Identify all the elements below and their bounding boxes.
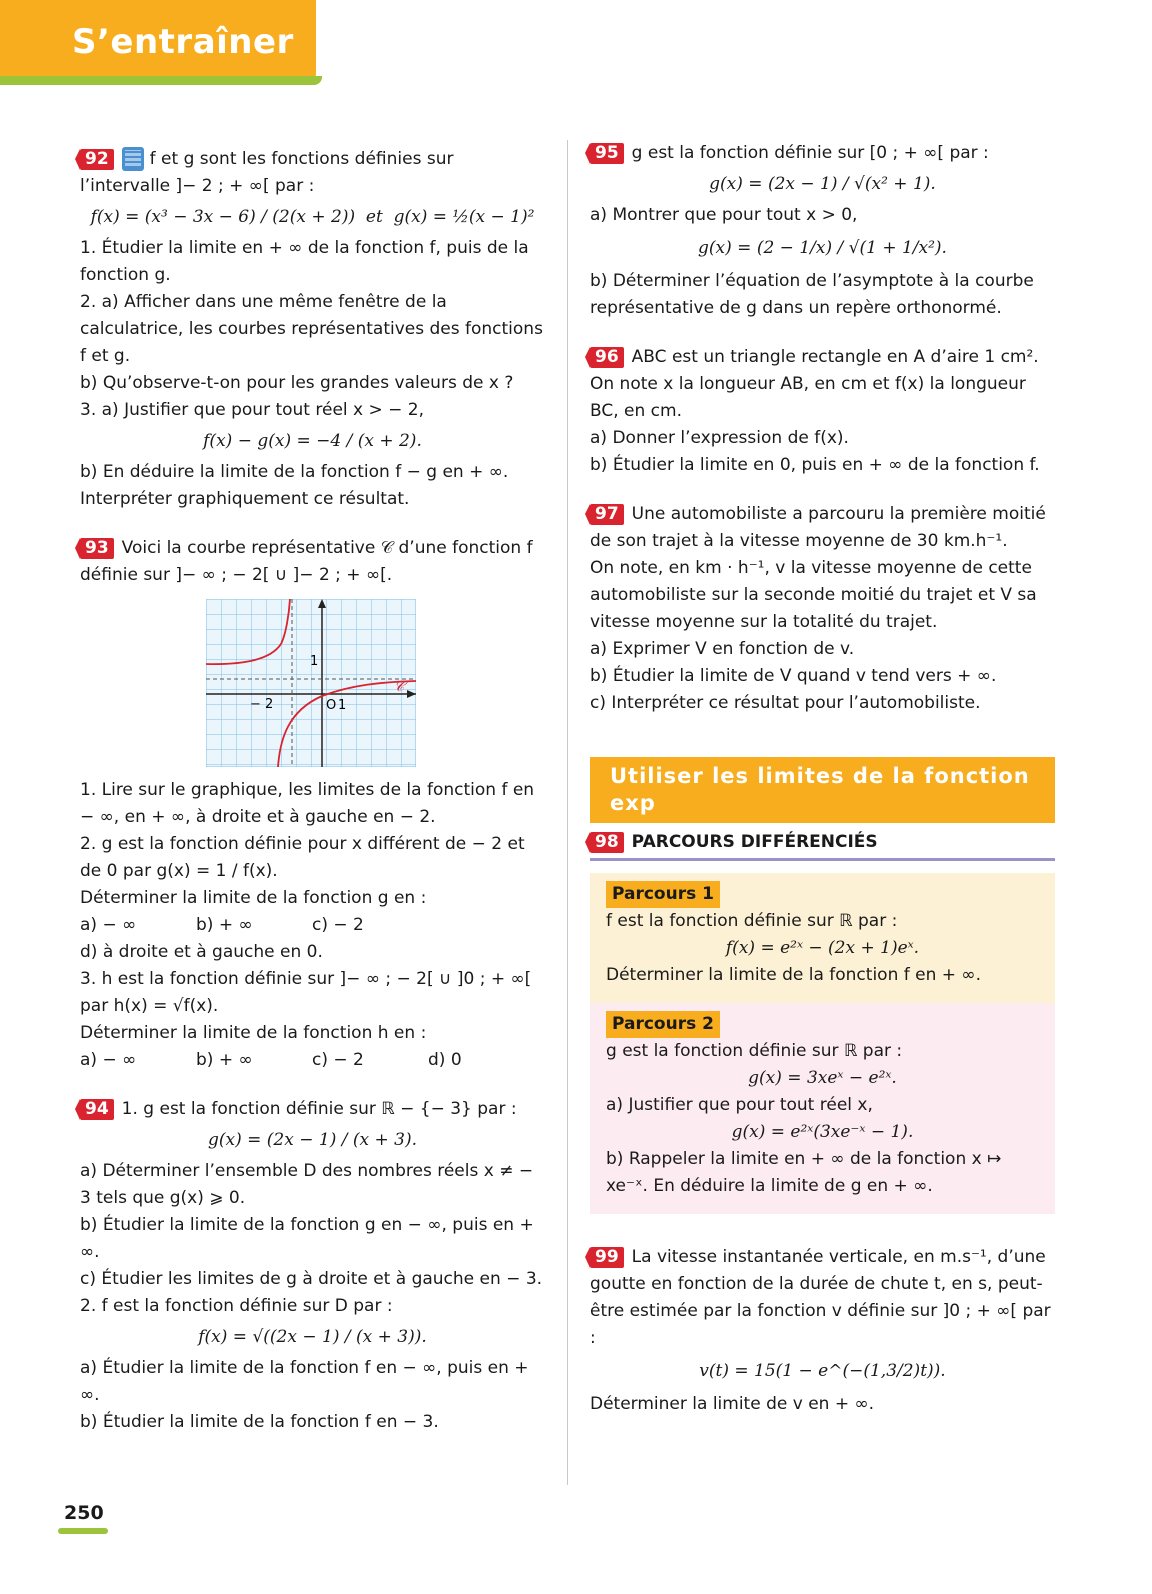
label-minus-two: − 2 bbox=[250, 697, 274, 712]
header-accent-strip bbox=[0, 76, 322, 85]
function-graph bbox=[206, 599, 416, 767]
section-heading: Utiliser les limites de la fonction exp bbox=[590, 757, 1055, 823]
exercise-intro: g est la fonction définie sur [0 ; + ∞[ par : bbox=[631, 143, 989, 163]
parcours-2-intro: g est la fonction définie sur ℝ par : bbox=[606, 1041, 903, 1061]
exercise-number: 96 bbox=[590, 347, 624, 368]
exercise-number: 97 bbox=[590, 504, 624, 525]
question-1: 1. Étudier la limite en + ∞ de la fonction f, puis de la fonction g. bbox=[80, 238, 529, 285]
question-c: c) Interpréter ce résultat pour l’automobiliste. bbox=[590, 693, 981, 713]
exercise-intro: f et g sont les fonctions définies sur l’intervalle ]− 2 ; + ∞[ par : bbox=[80, 149, 454, 196]
question-2-options bbox=[80, 912, 545, 939]
exercise-98 bbox=[590, 829, 1055, 1214]
question-1c: c) Étudier les limites de g à droite et à gauche en − 3. bbox=[80, 1269, 543, 1289]
left-column bbox=[80, 140, 545, 1450]
equation-3a: f(x) − g(x) = −4 / (x + 2). bbox=[203, 431, 422, 451]
page-title: S’entraîner bbox=[72, 22, 294, 62]
exercise-92: 92 f et g sont les fonctions définies sur l’intervalle ]− 2 ; + ∞[ par : f(x) = (x³ − 3x − 6) / (2(x + 2)) et g(x) = ½(x − 1)² 1. Étudier la limite en + ∞ de la fonction f, puis de la fonction g. 2. a) Afficher dans une même fenêtre de la calculatrice, les courbes représentatives des fonctions f et g. b) Qu’observe-t-on pour les grandes valeurs de x ? 3. a) Justifier que pour tout réel x > − 2, f(x) − g(x) = −4 / (x + 2). b) En déduire la limite de la fonction f − g en + ∞. Interpréter graphiquement ce résultat. bbox=[80, 146, 545, 513]
exercise-number: 99 bbox=[590, 1247, 624, 1268]
exercise-intro: La vitesse instantanée verticale, en m.s⁻¹, d’une goutte en fonction de la durée de chute t, en s, peut-être estimée par la fonction v définie sur ]0 ; + ∞[ par : bbox=[590, 1247, 1051, 1348]
label-curve: 𝒞 bbox=[394, 679, 405, 695]
question-1b: b) Étudier la limite de la fonction g en − ∞, puis en + ∞. bbox=[80, 1215, 534, 1262]
exercise-intro: ABC est un triangle rectangle en A d’aire 1 cm². On note x la longueur AB, en cm et f(x) la longueur BC, en cm. bbox=[590, 347, 1039, 421]
question-b: b) Étudier la limite en 0, puis en + ∞ de la fonction f. bbox=[590, 455, 1040, 475]
parcours-title: PARCOURS DIFFÉRENCIÉS bbox=[631, 832, 878, 852]
label-one-y: 1 bbox=[310, 654, 319, 669]
exercise-number: 98 bbox=[590, 832, 624, 853]
parcours-2-tag: Parcours 2 bbox=[606, 1011, 720, 1038]
question-2: 2. f est la fonction définie sur D par : bbox=[80, 1296, 393, 1316]
question-3-task: Déterminer la limite de la fonction h en : bbox=[80, 1023, 427, 1043]
exercise-number: 95 bbox=[590, 143, 624, 164]
parcours-1-tag: Parcours 1 bbox=[606, 881, 720, 908]
page-number: 250 bbox=[64, 1502, 104, 1524]
question-a: a) Donner l’expression de f(x). bbox=[590, 428, 849, 448]
page-number-underline bbox=[58, 1528, 108, 1534]
column-divider bbox=[567, 140, 568, 1485]
question-2: 2. g est la fonction définie pour x différent de − 2 et de 0 par g(x) = 1 / f(x). bbox=[80, 834, 525, 881]
question-a: a) Exprimer V en fonction de v. bbox=[590, 639, 855, 659]
question-1: 1. g est la fonction définie sur ℝ − {− 3} par : bbox=[121, 1099, 517, 1119]
g-definition: g(x) = (2x − 1) / √(x² + 1). bbox=[709, 174, 936, 194]
exercise-intro: Voici la courbe représentative 𝒞 d’une fonction f définie sur ]− ∞ ; − 2[ ∪ ]− 2 ; + ∞[. bbox=[80, 538, 533, 585]
question-b: b) Déterminer l’équation de l’asymptote à la courbe représentative de g dans un repère orthonormé. bbox=[590, 271, 1034, 318]
exercise-94 bbox=[80, 1096, 545, 1436]
question-1a: a) Déterminer l’ensemble D des nombres réels x ≠ − 3 tels que g(x) ⩾ 0. bbox=[80, 1161, 534, 1208]
parcours-2-question-a: a) Justifier que pour tout réel x, bbox=[606, 1095, 873, 1115]
equation-a: g(x) = (2 − 1/x) / √(1 + 1/x²). bbox=[698, 238, 947, 258]
question-1: 1. Lire sur le graphique, les limites de la fonction f en − ∞, en + ∞, à droite et à gauche en − 2. bbox=[80, 780, 535, 827]
parcours-2-box bbox=[590, 1003, 1055, 1214]
question-3a: 3. a) Justifier que pour tout réel x > − 2, bbox=[80, 400, 425, 420]
parcours-2-equation-a: g(x) = e²ˣ(3xe⁻ˣ − 1). bbox=[731, 1122, 914, 1142]
g-definition: g(x) = ½(x − 1)² bbox=[393, 207, 535, 227]
option-a: a) − ∞ bbox=[80, 1050, 137, 1070]
parcours-1-equation: f(x) = e²ˣ − (2x + 1)eˣ. bbox=[725, 938, 920, 958]
question-2a: 2. a) Afficher dans une même fenêtre de la calculatrice, les courbes représentatives des fonctions f et g. bbox=[80, 292, 543, 366]
exercise-96 bbox=[590, 344, 1055, 479]
exercise-intro: Une automobiliste a parcouru la première moitié de son trajet à la vitesse moyenne de 30 km.h⁻¹. bbox=[590, 504, 1046, 551]
parcours-heading bbox=[590, 829, 1055, 861]
calculator-icon bbox=[122, 147, 144, 171]
question-2b: b) Qu’observe-t-on pour les grandes valeurs de x ? bbox=[80, 373, 514, 393]
option-d: d) 0 bbox=[428, 1050, 462, 1070]
exercise-number: 94 bbox=[80, 1099, 114, 1120]
question-b: b) Étudier la limite de V quand v tend vers + ∞. bbox=[590, 666, 997, 686]
right-column bbox=[590, 140, 1055, 1432]
option-c: c) − 2 bbox=[312, 915, 364, 935]
question-2a: a) Étudier la limite de la fonction f en − ∞, puis en + ∞. bbox=[80, 1358, 529, 1405]
option-c: c) − 2 bbox=[312, 1050, 364, 1070]
question-3: 3. h est la fonction définie sur ]− ∞ ; − 2[ ∪ ]0 ; + ∞[ par h(x) = √f(x). bbox=[80, 969, 532, 1016]
parcours-1-task: Déterminer la limite de la fonction f en + ∞. bbox=[606, 965, 981, 985]
exercise-97 bbox=[590, 501, 1055, 717]
parcours-2-equation: g(x) = 3xeˣ − e²ˣ. bbox=[748, 1068, 897, 1088]
option-b: b) + ∞ bbox=[196, 915, 253, 935]
exercise-task: Déterminer la limite de v en + ∞. bbox=[590, 1394, 875, 1414]
label-one-x: 1 bbox=[338, 698, 347, 713]
g-definition: g(x) = (2x − 1) / (x + 3). bbox=[208, 1130, 417, 1150]
exercise-number: 93 bbox=[80, 538, 114, 559]
question-3b: b) En déduire la limite de la fonction f − g en + ∞. Interpréter graphiquement ce résultat. bbox=[80, 462, 509, 509]
option-a: a) − ∞ bbox=[80, 915, 137, 935]
exercise-93 bbox=[80, 535, 545, 1074]
exercise-number: 92 bbox=[80, 149, 114, 170]
option-b: b) + ∞ bbox=[196, 1050, 253, 1070]
question-a: a) Montrer que pour tout x > 0, bbox=[590, 205, 858, 225]
question-2-task: Déterminer la limite de la fonction g en : bbox=[80, 888, 427, 908]
question-2b: b) Étudier la limite de la fonction f en − 3. bbox=[80, 1412, 439, 1432]
question-3-options bbox=[80, 1047, 545, 1074]
option-d: d) à droite et à gauche en 0. bbox=[80, 942, 323, 962]
f-definition: f(x) = (x³ − 3x − 6) / (2(x + 2)) bbox=[90, 207, 356, 227]
parcours-1-intro: f est la fonction définie sur ℝ par : bbox=[606, 911, 898, 931]
label-origin: O bbox=[326, 698, 337, 713]
parcours-2-question-b: b) Rappeler la limite en + ∞ de la fonction x ↦ xe⁻ˣ. En déduire la limite de g en + ∞. bbox=[606, 1149, 1002, 1196]
parcours-1-box bbox=[590, 873, 1055, 1003]
exercise-text: On note, en km · h⁻¹, v la vitesse moyenne de cette automobiliste sur la seconde moitié du trajet et V sa vitesse moyenne sur la totalité du trajet. bbox=[590, 558, 1037, 632]
exercise-95 bbox=[590, 140, 1055, 322]
exercise-99 bbox=[590, 1244, 1055, 1418]
v-definition: v(t) = 15(1 − e^(−(1,3/2)t)). bbox=[699, 1361, 946, 1381]
f-definition: f(x) = √((2x − 1) / (x + 3)). bbox=[198, 1327, 427, 1347]
